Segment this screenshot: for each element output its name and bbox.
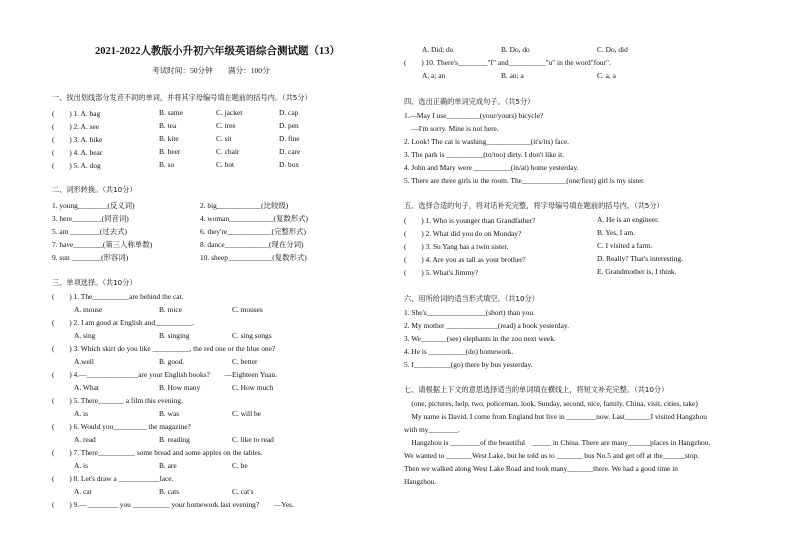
left-item: 5. am ________(过去式): [52, 227, 127, 236]
table-row: [52, 252, 397, 262]
options-row: [52, 357, 397, 367]
table-row: [52, 108, 397, 118]
option-b: B. tea: [159, 121, 177, 130]
option-a: A.well: [74, 357, 94, 366]
option-b: B. beer: [159, 147, 181, 156]
word-bank: (one, pictures, help, two, policeman, look, Sunday, second, nice, family, China, visit, cities, take): [404, 399, 698, 408]
passage-line: Then we walked along West Lake Road and took many_______there. We had a good time in: [404, 464, 678, 473]
options-row: [404, 45, 749, 55]
option-d: D. care: [279, 147, 301, 156]
table-row: [404, 215, 749, 225]
sentence-line: 2. My mother ______________(read) a book yesterday.: [404, 321, 569, 330]
dialogue-question: ( ) 5. What's Jimmy?: [404, 268, 479, 277]
option-a: A. is: [74, 461, 88, 470]
table-row: [404, 241, 749, 251]
option-b: B. so: [159, 160, 175, 169]
option-b: B. Do, do: [501, 45, 530, 54]
table-row: [52, 226, 397, 236]
dialogue-answer: A. He is an engineer.: [597, 215, 659, 224]
option-c: C. hot: [216, 160, 235, 169]
sentence-line: 1. She's________________(short) than you.: [404, 308, 535, 317]
dialogue-question: ( ) 1. Who is younger than Grandfather?: [404, 216, 536, 225]
question-text: ( ) 1. The__________are behind the cat.: [52, 292, 184, 301]
option-d: D. box: [279, 160, 300, 169]
option-c: C. Do, did: [597, 45, 628, 54]
section5-heading: 五、选择合适的句子，将对话补充完整，将字母编号填在题前的括号内。（共5分）: [404, 201, 664, 210]
left-item: 1. young________(反义词): [52, 201, 135, 210]
options-row: [52, 435, 397, 445]
question-text: ( ) 9.— ________ you __________ your homework last evening? —Yes.: [52, 500, 294, 509]
options-row: [52, 409, 397, 419]
passage-line: with my________.: [404, 425, 460, 434]
options-row: [52, 331, 397, 341]
section7-heading: 七、请根据上下文的意思选择适当的单词填在横线上，将短文补充完整。（共10分）: [404, 385, 669, 394]
left-item: 3. here________(同音词): [52, 214, 129, 223]
question-text: ( ) 8. Let's draw a ___________face.: [52, 474, 174, 483]
dialogue-answer: C. I visited a farm.: [597, 241, 653, 250]
options-row: [52, 461, 397, 471]
option-c: C. like to read: [232, 435, 274, 444]
dialogue-question: ( ) 4. Are you as tall as your brother?: [404, 255, 526, 264]
passage-line: We wanted to _______West Lake, but he told us to _______ bus No.5 and get off at the______stop.: [404, 451, 700, 460]
option-c: C. tree: [216, 121, 236, 130]
option-b: B. good.: [159, 357, 185, 366]
option-a: A. Did; do: [422, 45, 454, 54]
option-d: D. pen: [279, 121, 299, 130]
right-item: 4. woman____________(复数形式): [200, 214, 308, 223]
dialogue-answer: E. Grandmother is, I think.: [597, 267, 677, 276]
table-row: [404, 254, 749, 264]
left-item: 9. sun ________(形容词): [52, 253, 129, 262]
question-number: ( ) 4. A. bear: [52, 148, 103, 157]
question-number: ( ) 2. A. see: [52, 122, 100, 131]
sentence-line: 2. Look! The cat is washing____________(it's/its) face.: [404, 137, 569, 146]
passage-line: Hangzhou.: [404, 477, 437, 486]
option-a: A. cat: [74, 487, 92, 496]
option-a: A. is: [74, 409, 88, 418]
option-b: B. cats: [159, 487, 180, 496]
sentence-line: 3. The park is __________(to/too) dirty. I don't like it.: [404, 150, 565, 159]
sentence-line: 3. We_______(see) elephants in the zoo next week.: [404, 334, 556, 343]
question-text: ( ) 4.—______________are your English books? —Eighteen Yuan.: [52, 370, 277, 379]
question-number: ( ) 3. A. bike: [52, 135, 103, 144]
options-row: [52, 305, 397, 315]
section4-heading: 四、选出正确的单词完成句子。（共5分）: [404, 97, 535, 106]
table-row: [52, 239, 397, 249]
dialogue-question: ( ) 3. Su Yang has a twin sister.: [404, 242, 509, 251]
options-row: [52, 487, 397, 497]
option-b: B. was: [159, 409, 180, 418]
options-row: [404, 71, 749, 81]
right-item: 6. they're____________(完整形式): [200, 227, 307, 236]
left-item: 7. have________(第三人称单数): [52, 240, 153, 249]
passage-line: Hangzhou is ________of the beautiful _____ in China. There are many______places in Hangzhou.: [404, 438, 711, 447]
option-c: C. better: [232, 357, 258, 366]
sentence-line: 4. John and Mary were __________(in/at) home yesterday.: [404, 163, 579, 172]
page-title: 2021-2022人教版小升初六年级英语综合测试题（13）: [95, 46, 340, 57]
option-a: A. a; an: [422, 71, 446, 80]
table-row: [52, 200, 397, 210]
question-text: ( ) 2. I am good at English and__________.: [52, 318, 194, 327]
right-item: 10. sheep____________(复数形式): [200, 253, 307, 262]
option-a: A. sing: [74, 331, 96, 340]
section6-heading: 六、用所给词的适当形式填空。（共10分）: [404, 294, 539, 303]
table-row: [52, 160, 397, 170]
option-c: C. mouses: [232, 305, 263, 314]
table-row: [404, 228, 749, 238]
sentence-line: —I'm sorry. Mine is not here.: [404, 124, 499, 133]
option-b: B. kite: [159, 134, 179, 143]
sentence-line: 5. I__________(go) there by bus yesterday.: [404, 360, 533, 369]
option-b: B. singing: [159, 331, 190, 340]
dialogue-answer: D. Really? That's interesting.: [597, 254, 683, 263]
option-c: C. chair: [216, 147, 240, 156]
option-c: C. sit: [216, 134, 232, 143]
dialogue-answer: B. Yes, I am.: [597, 228, 635, 237]
option-b: B. same: [159, 108, 183, 117]
dialogue-question: ( ) 2. What did you do on Monday?: [404, 229, 522, 238]
question-text: ( ) 7. There__________ some bread and some apples on the tables.: [52, 448, 263, 457]
exam-info: 考试时间：50分钟 满分：100分: [152, 66, 270, 75]
option-c: C. cat's: [232, 487, 254, 496]
table-row: [52, 121, 397, 131]
option-b: B. an; a: [501, 71, 524, 80]
option-c: C. sing songs: [232, 331, 272, 340]
table-row: [52, 147, 397, 157]
question-text: ( ) 10. There's________"f" and__________"u" in the word"four".: [404, 58, 611, 67]
option-c: C. jacket: [216, 108, 243, 117]
option-a: A. mouse: [74, 305, 103, 314]
table-row: [404, 267, 749, 277]
right-item: 8. dance____________(现在分词): [200, 240, 304, 249]
options-row: [52, 383, 397, 393]
option-c: C. will be: [232, 409, 261, 418]
option-d: D. fine: [279, 134, 300, 143]
option-b: B. mice: [159, 305, 182, 314]
option-d: D. cap: [279, 108, 299, 117]
right-item: 2. big____________(比较级): [200, 201, 289, 210]
section3-heading: 三、单项选择。（共10分）: [52, 278, 137, 287]
option-b: B. How many: [159, 383, 201, 392]
question-number: ( ) 5. A. dog: [52, 161, 101, 170]
question-text: ( ) 6. Would you_________ the magazine?: [52, 422, 191, 431]
sentence-line: 1.—May I use_________(your/yours) bicycle?: [404, 111, 544, 120]
sentence-line: 5. There are three girls in the room. The____________(one/first) girl is my sister.: [404, 176, 645, 185]
option-a: A. read: [74, 435, 96, 444]
question-number: ( ) 1. A. bag: [52, 109, 101, 118]
option-b: B. are: [159, 461, 177, 470]
option-a: A. What: [74, 383, 99, 392]
question-text: ( ) 3. Which skirt do you like __________, the red one or the blue one?: [52, 344, 276, 353]
table-row: [52, 134, 397, 144]
option-c: C. be: [232, 461, 248, 470]
passage-line: My name is David. I come from England but live in ________now. Last_______I visited Hangzhou: [404, 412, 707, 421]
sentence-line: 4. He is __________(do) homework.: [404, 347, 514, 356]
section2-heading: 二、词形转换。（共10分）: [52, 185, 137, 194]
option-b: B. reading: [159, 435, 190, 444]
table-row: [52, 213, 397, 223]
option-c: C. a, a: [597, 71, 616, 80]
section1-heading: 一、找出划线部分发音不同的单词，并将其字母编号填在题前的括号内。（共5分）: [52, 93, 312, 102]
option-c: C. How much: [232, 383, 274, 392]
question-text: ( ) 5. There_______ a film this evening.: [52, 396, 183, 405]
